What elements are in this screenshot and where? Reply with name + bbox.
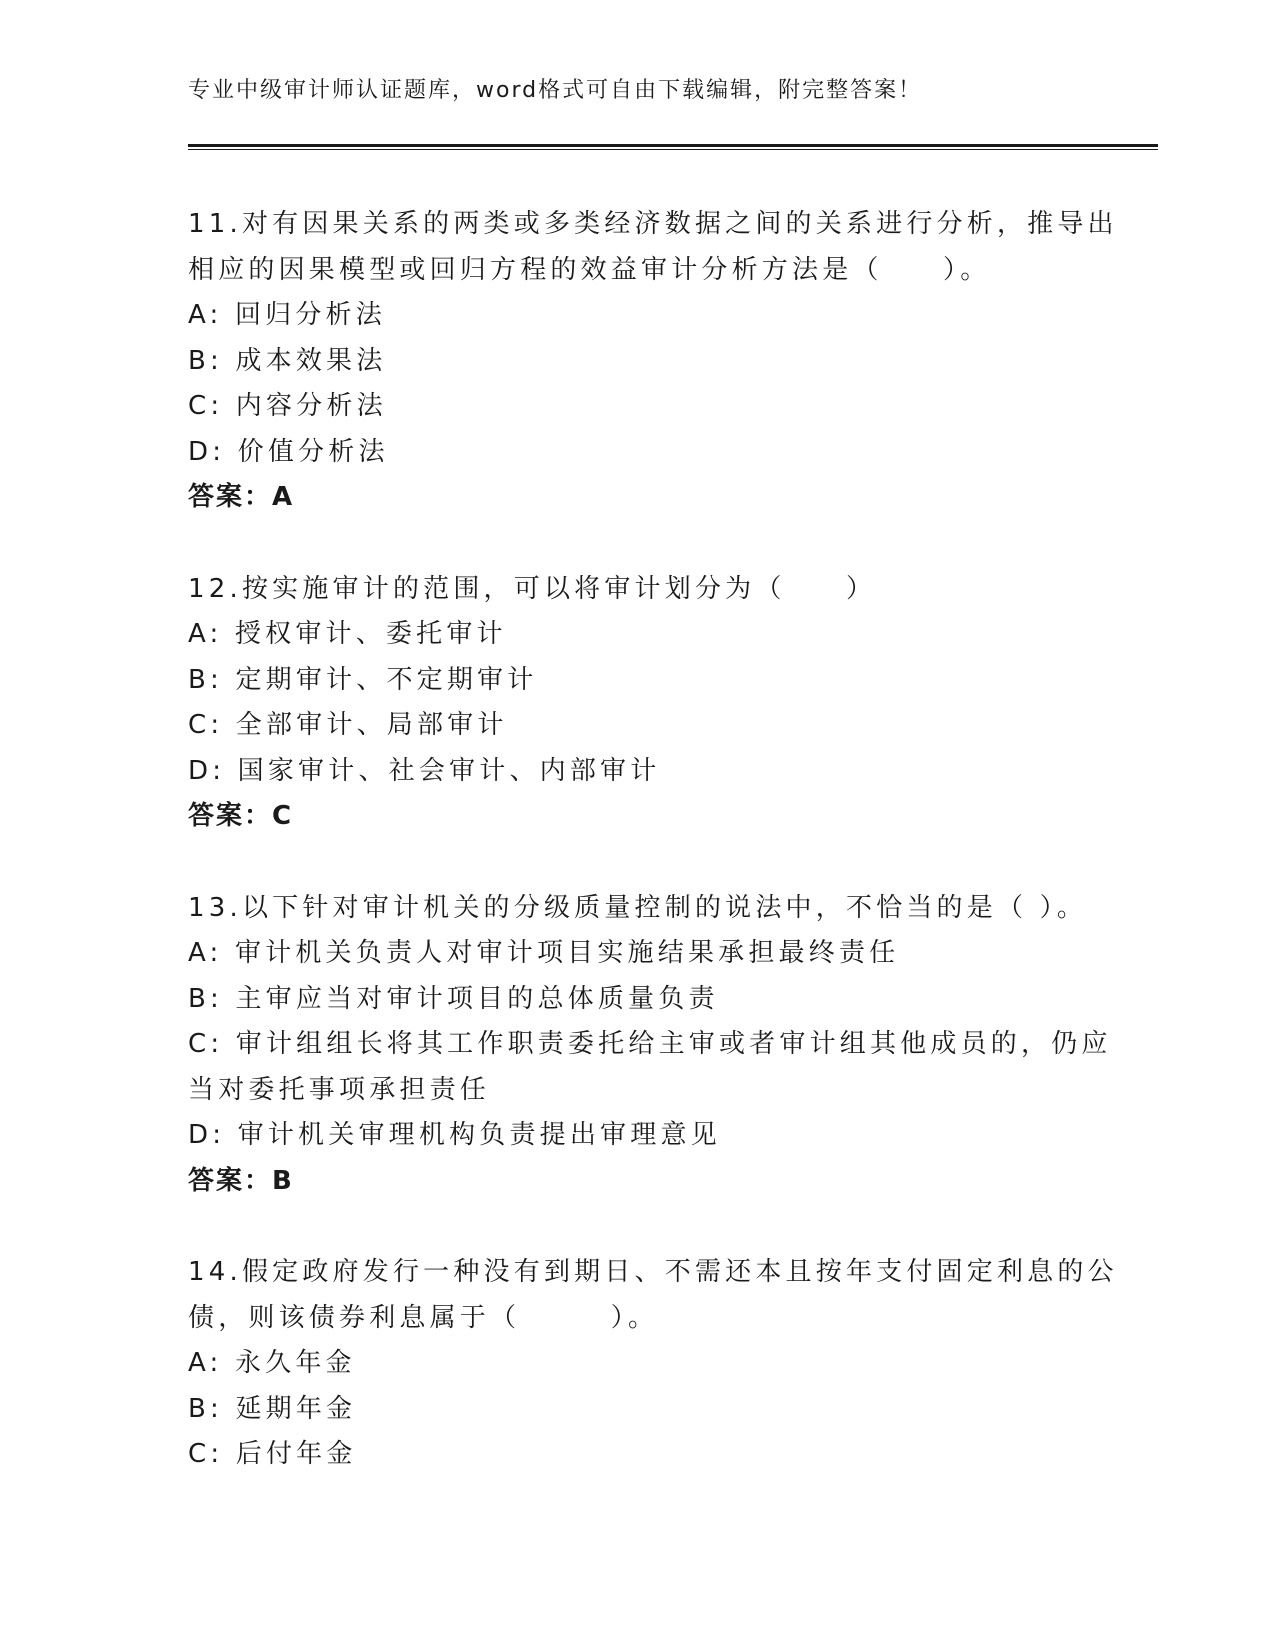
- question-11: [188, 202, 1118, 521]
- option-d: D: 审计机关审理机构负责提出审理意见: [188, 1120, 721, 1150]
- question-stem: 12.按实施审计的范围，可以将审计划分为（ ）: [188, 573, 877, 604]
- answer: 答案：A: [188, 482, 295, 512]
- question-stem: 11.对有因果关系的两类或多类经济数据之间的关系进行分析，推导出: [188, 209, 1118, 239]
- option-a: A: 审计机关负责人对审计项目实施结果承担最终责任: [188, 938, 900, 968]
- option-a: A: 回归分析法: [188, 300, 386, 330]
- option-c: C: 审计组组长将其工作职责委托给主审或者审计组其他成员的，仍应: [188, 1029, 1112, 1059]
- question-stem: 13.以下针对审计机关的分级质量控制的说法中，不恰当的是（ ）。: [188, 892, 1088, 923]
- option-c: C: 内容分析法: [188, 391, 387, 421]
- answer: 答案：C: [188, 801, 294, 831]
- question-list: [188, 202, 1118, 1524]
- question-12: [188, 567, 1088, 840]
- question-13: [188, 886, 1112, 1205]
- option-c-continued: 当对委托事项承担责任: [188, 1074, 491, 1105]
- answer: 答案：B: [188, 1165, 294, 1196]
- question-stem: 债，则该债券利息属于（ ）。: [188, 1302, 659, 1333]
- option-c: C: 后付年金: [188, 1439, 357, 1469]
- header-divider: [188, 144, 1158, 150]
- option-a: A: 永久年金: [188, 1348, 356, 1378]
- option-c: C: 全部审计、局部审计: [188, 710, 508, 740]
- question-stem: 14.假定政府发行一种没有到期日、不需还本且按年支付固定利息的公: [188, 1257, 1118, 1287]
- option-b: B: 主审应当对审计项目的总体质量负责: [188, 983, 719, 1014]
- question-14: [188, 1250, 1118, 1478]
- question-stem: 相应的因果模型或回归方程的效益审计分析方法是（ ）。: [188, 254, 991, 285]
- option-d: D: 价值分析法: [188, 436, 389, 467]
- option-b: B: 定期审计、不定期审计: [188, 664, 538, 695]
- option-b: B: 成本效果法: [188, 345, 387, 376]
- option-a: A: 授权审计、委托审计: [188, 619, 507, 649]
- option-d: D: 国家审计、社会审计、内部审计: [188, 755, 661, 786]
- page-header: 专业中级审计师认证题库，word格式可自由下载编辑，附完整答案！: [188, 78, 923, 103]
- option-b: B: 延期年金: [188, 1393, 357, 1424]
